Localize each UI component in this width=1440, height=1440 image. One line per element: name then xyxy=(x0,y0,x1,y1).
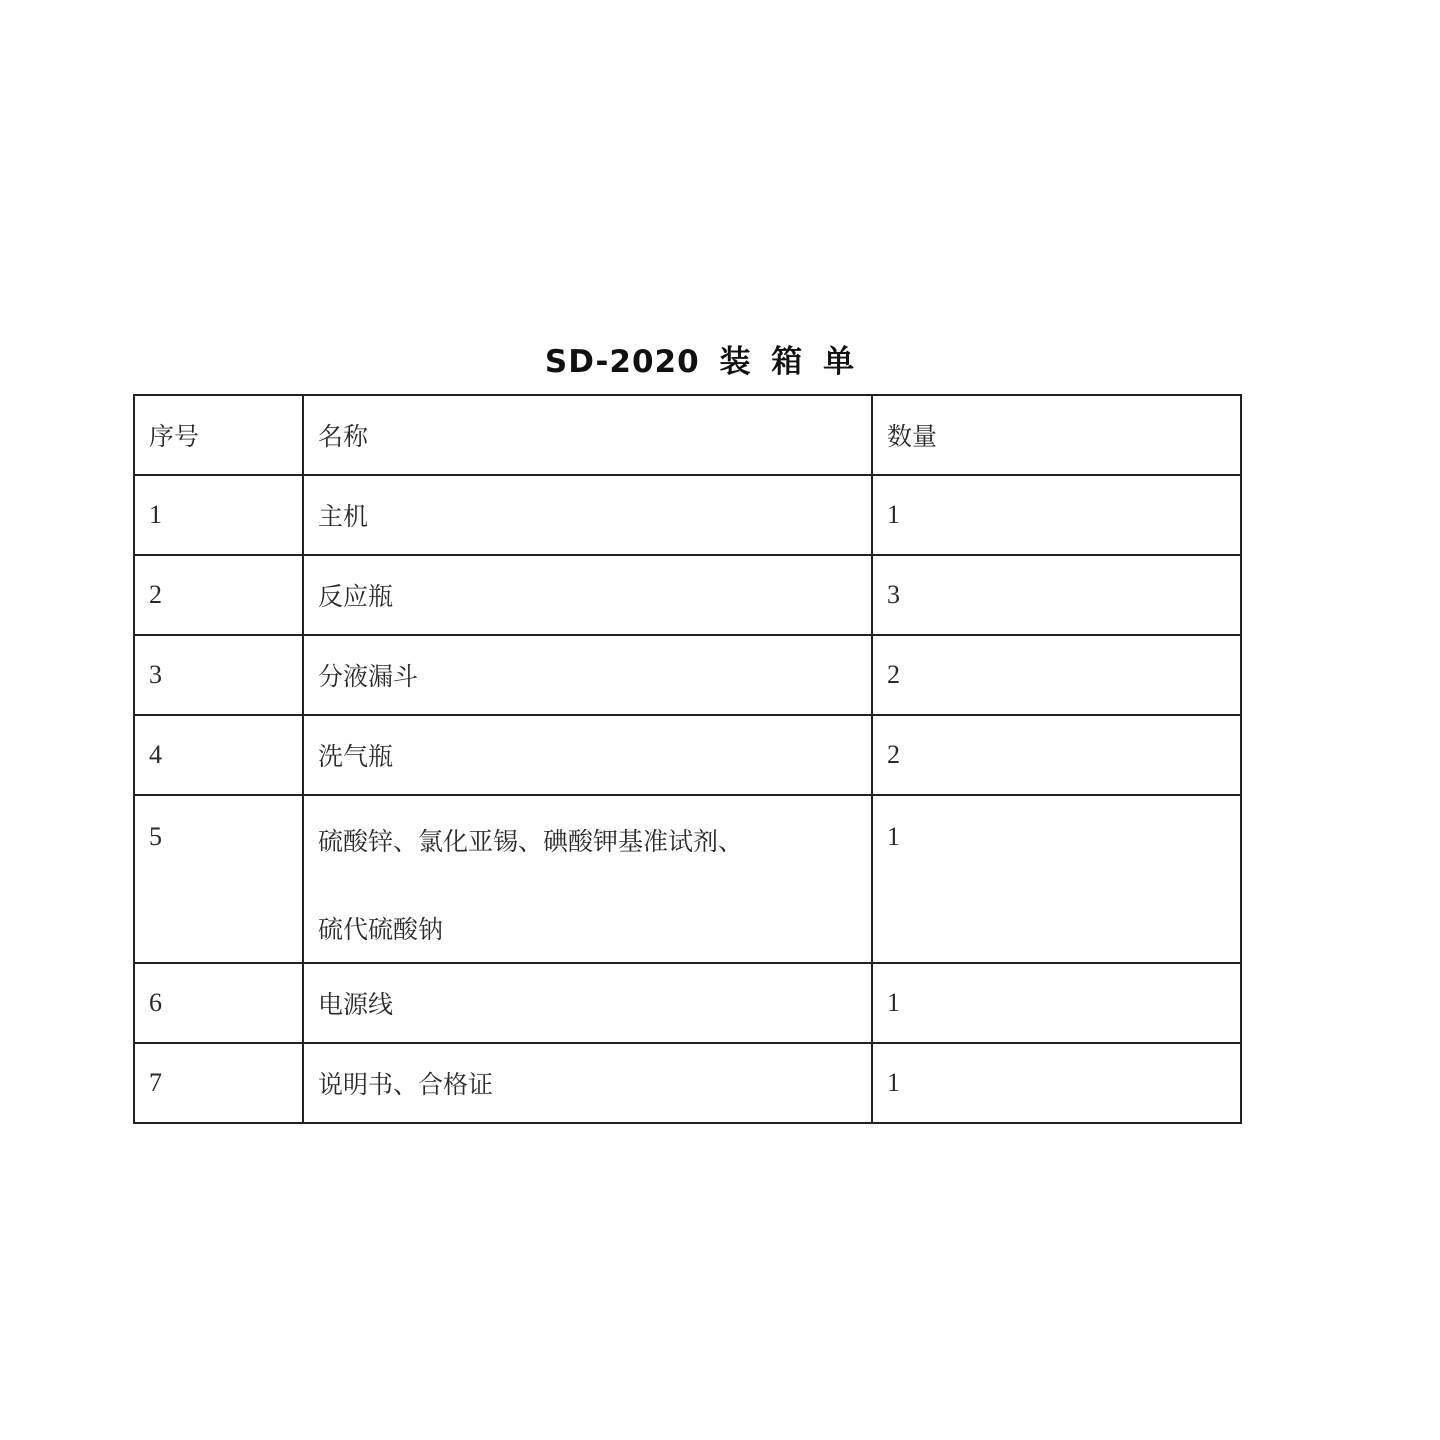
row-quantity: 1 xyxy=(872,795,1241,963)
row-name: 电源线 xyxy=(303,963,872,1043)
row-quantity: 1 xyxy=(872,1043,1241,1123)
row-name-line-2: 硫代硫酸钠 xyxy=(318,915,444,944)
row-quantity: 2 xyxy=(872,715,1241,795)
row-name: 洗气瓶 xyxy=(303,715,872,795)
row-quantity: 2 xyxy=(872,635,1241,715)
row-number: 5 xyxy=(134,795,303,963)
table-row xyxy=(134,635,1241,715)
packing-list-table xyxy=(133,394,1242,1124)
row-number: 4 xyxy=(134,715,303,795)
row-name: 说明书、合格证 xyxy=(303,1043,872,1123)
table-row xyxy=(134,715,1241,795)
table-row xyxy=(134,963,1241,1043)
row-number: 7 xyxy=(134,1043,303,1123)
row-quantity: 1 xyxy=(872,963,1241,1043)
row-name: 反应瓶 xyxy=(303,555,872,635)
page-title: SD-2020 装 箱 单 xyxy=(544,344,856,380)
row-number: 3 xyxy=(134,635,303,715)
table-header-row xyxy=(134,395,1241,475)
row-quantity: 1 xyxy=(872,475,1241,555)
header-cell-number: 序号 xyxy=(134,395,303,475)
row-number: 2 xyxy=(134,555,303,635)
table-row xyxy=(134,795,1241,963)
table-row xyxy=(134,475,1241,555)
row-name: 分液漏斗 xyxy=(303,635,872,715)
row-name: 主机 xyxy=(303,475,872,555)
row-number: 6 xyxy=(134,963,303,1043)
header-cell-quantity: 数量 xyxy=(872,395,1241,475)
table-row xyxy=(134,1043,1241,1123)
table-row xyxy=(134,555,1241,635)
row-number: 1 xyxy=(134,475,303,555)
row-name-line-1: 硫酸锌、氯化亚锡、碘酸钾基准试剂、 xyxy=(318,827,744,856)
header-cell-name: 名称 xyxy=(303,395,872,475)
row-name xyxy=(303,795,872,963)
row-quantity: 3 xyxy=(872,555,1241,635)
